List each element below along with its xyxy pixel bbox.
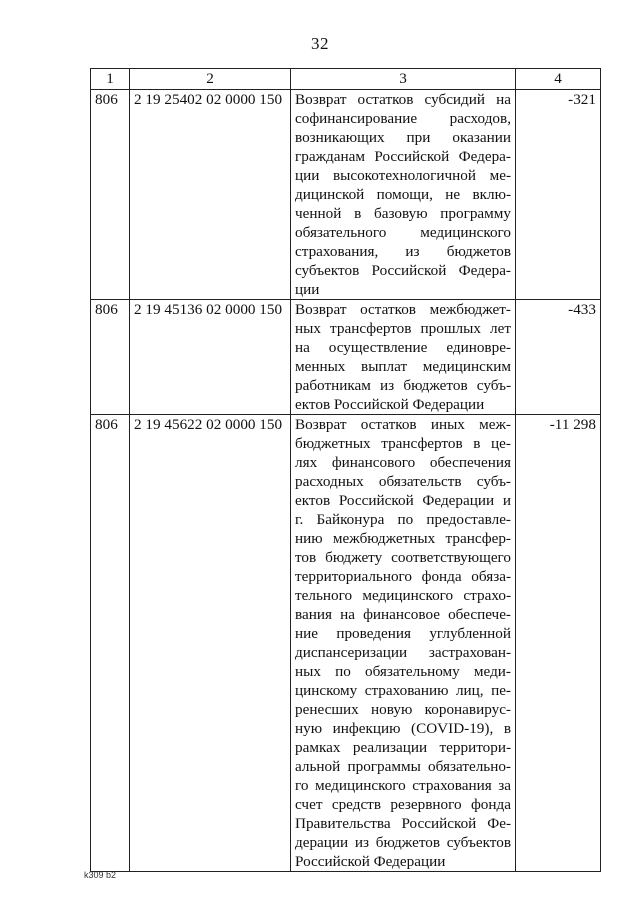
revenue-name-line: софинансирование расходов, bbox=[295, 110, 511, 127]
revenue-name-line: тов бюджету соответствующего bbox=[295, 549, 511, 566]
revenue-name-cell bbox=[291, 300, 516, 415]
revenue-name-line: дерации из бюджетов субъектов bbox=[295, 834, 511, 851]
column-header-2: 2 bbox=[130, 69, 291, 90]
admin-code-cell: 806 bbox=[91, 415, 130, 872]
revenue-name-cell bbox=[291, 90, 516, 300]
budget-classification-code-cell: 2 19 25402 02 0000 150 bbox=[130, 90, 291, 300]
page-number: 32 bbox=[311, 34, 329, 53]
revenue-name-line: альной программы обязательно- bbox=[295, 758, 511, 775]
admin-code-cell: 806 bbox=[91, 90, 130, 300]
revenue-name-line: Российской Федерации bbox=[295, 853, 446, 870]
revenue-name-line: страхования, из бюджетов bbox=[295, 243, 511, 260]
column-header-1: 1 bbox=[91, 69, 130, 90]
revenue-name-line: лях финансового обеспечения bbox=[295, 454, 511, 471]
revenue-name-line: территориального фонда обяза- bbox=[295, 568, 511, 585]
revenue-name-line: цинскому страхованию лиц, пе- bbox=[295, 682, 511, 699]
revenue-name-line: Возврат остатков субсидий на bbox=[295, 91, 511, 108]
footer-mark: k309 b2 bbox=[84, 870, 117, 880]
column-header-3: 3 bbox=[291, 69, 516, 90]
revenue-name-line: бюджетных трансфертов в це- bbox=[295, 435, 511, 452]
budget-table bbox=[90, 68, 601, 872]
revenue-name-line: менных выплат медицинским bbox=[295, 358, 511, 375]
revenue-name-line: ектов Российской Федерации и bbox=[295, 492, 511, 509]
revenue-name-line: счет средств резервного фонда bbox=[295, 796, 511, 813]
revenue-name-line: расходных обязательств субъ- bbox=[295, 473, 511, 490]
revenue-name-line: ции высокотехнологичной ме- bbox=[295, 167, 511, 184]
revenue-name-line: нию межбюджетных трансфер- bbox=[295, 530, 511, 547]
revenue-name-line: Правительства Российской Фе- bbox=[295, 815, 511, 832]
revenue-name-line: ченной в базовую программу bbox=[295, 205, 511, 222]
revenue-name-line: ную инфекцию (COVID-19), в bbox=[295, 720, 511, 737]
header-row bbox=[91, 69, 601, 90]
table-row bbox=[91, 415, 601, 872]
revenue-name-line: рамках реализации территори- bbox=[295, 739, 511, 756]
revenue-name-line: субъектов Российской Федера- bbox=[295, 262, 511, 279]
budget-classification-code-cell: 2 19 45136 02 0000 150 bbox=[130, 300, 291, 415]
revenue-name-line: дицинской помощи, не вклю- bbox=[295, 186, 511, 203]
revenue-name-line: ектов Российской Федерации bbox=[295, 396, 485, 413]
budget-classification-code-cell: 2 19 45622 02 0000 150 bbox=[130, 415, 291, 872]
revenue-name-line: обязательного медицинского bbox=[295, 224, 511, 241]
column-header-4: 4 bbox=[516, 69, 601, 90]
revenue-name-cell bbox=[291, 415, 516, 872]
revenue-name-line: диспансеризации застрахован- bbox=[295, 644, 511, 661]
table-row bbox=[91, 90, 601, 300]
revenue-name-line: гражданам Российской Федера- bbox=[295, 148, 511, 165]
revenue-name-line: на осуществление единовре- bbox=[295, 339, 511, 356]
admin-code-cell: 806 bbox=[91, 300, 130, 415]
revenue-name-line: ренесших новую коронавирус- bbox=[295, 701, 511, 718]
revenue-name-line: го медицинского страхования за bbox=[295, 777, 511, 794]
revenue-name-line: ных трансфертов прошлых лет bbox=[295, 320, 511, 337]
amount-cell: -11 298 bbox=[516, 415, 601, 872]
table-row bbox=[91, 300, 601, 415]
revenue-name-line: ных по обязательному меди- bbox=[295, 663, 511, 680]
revenue-name-line: г. Байконура по предоставле- bbox=[295, 511, 511, 528]
revenue-name-line: ции bbox=[295, 281, 320, 298]
revenue-name-line: возникающих при оказании bbox=[295, 129, 511, 146]
revenue-name-line: Возврат остатков иных меж- bbox=[295, 416, 511, 433]
amount-cell: -321 bbox=[516, 90, 601, 300]
revenue-name-line: Возврат остатков межбюджет- bbox=[295, 301, 511, 318]
revenue-name-line: ние проведения углубленной bbox=[295, 625, 511, 642]
revenue-name-line: работникам из бюджетов субъ- bbox=[295, 377, 511, 394]
amount-cell: -433 bbox=[516, 300, 601, 415]
revenue-name-line: вания на финансовое обеспече- bbox=[295, 606, 511, 623]
revenue-name-line: тельного медицинского страхо- bbox=[295, 587, 511, 604]
